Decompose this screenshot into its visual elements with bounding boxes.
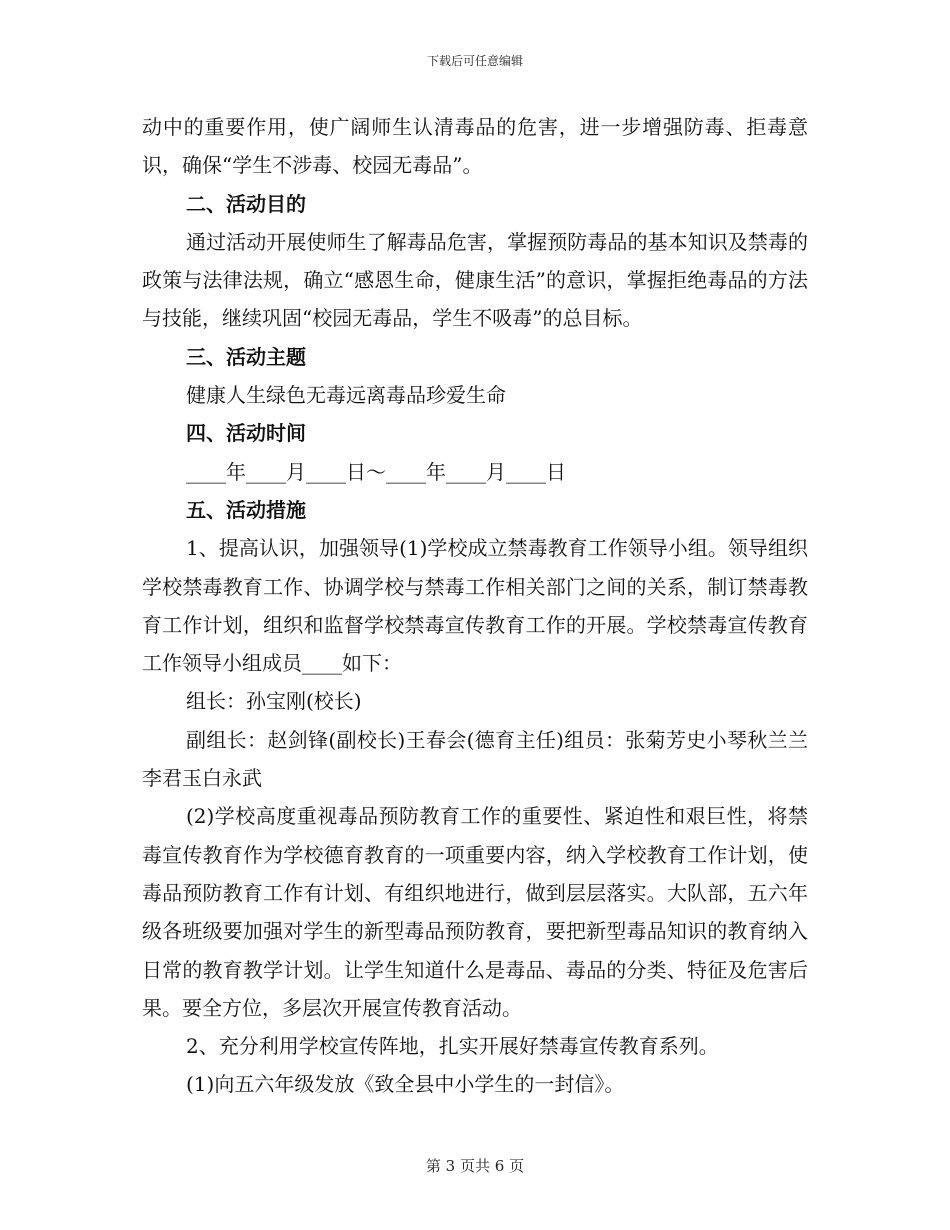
paragraph-purpose: 通过活动开展使师生了解毒品危害，掌握预防毒品的基本知识及禁毒的政策与法律法规，确立“感恩生命，健康生活”的意识，掌握拒绝毒品的方法与技能，继续巩固“校园无毒品，学生不吸毒”的总目标。 [142, 229, 808, 331]
paragraph-theme: 健康人生绿色无毒远离毒品珍爱生命 [186, 383, 506, 408]
paragraph-time: ____年____月____日～____年____月____日 [186, 459, 566, 484]
section-heading-purpose: 二、活动目的 [186, 191, 306, 216]
paragraph-measure-2-1: (1)向五六年级发放《致全县中小学生的一封信》。 [186, 1072, 625, 1097]
section-heading-time: 四、活动时间 [186, 421, 306, 446]
paragraph-leader: 组长：孙宝刚(校长) [186, 689, 362, 714]
paragraph-measure-2: 2、充分利用学校宣传阵地，扎实开展好禁毒宣传教育系列。 [186, 1034, 719, 1059]
page-header-note: 下载后可任意编辑 [426, 54, 523, 68]
paragraph-measure-1: 1、提高认识，加强领导(1)学校成立禁毒教育工作领导小组。领导组织学校禁毒教育工作、协调学校与禁毒工作相关部门之间的关系，制订禁毒教育工作计划，组织和监督学校禁毒宣传教育工作的开展。学校禁毒宣传教育工作领导小组成员____如下： [142, 536, 808, 676]
section-heading-measures: 五、活动措施 [186, 497, 306, 522]
page-footer-number: 第 3 页共 6 页 [425, 1157, 525, 1175]
document-body [142, 108, 808, 1104]
section-heading-theme: 三、活动主题 [186, 344, 306, 369]
paragraph-members: 副组长：赵剑锋(副校长)王春会(德育主任)组员：张菊芳史小琴秋兰兰李君玉白永武 [142, 727, 808, 791]
paragraph-measure-1-2: (2)学校高度重视毒品预防教育工作的重要性、紧迫性和艰巨性，将禁毒宣传教育作为学校德育教育的一项重要内容，纳入学校教育工作计划，使毒品预防教育工作有计划、有组织地进行，做到层层落实。大队部，五六年级各班级要加强对学生的新型毒品预防教育，要把新型毒品知识的教育纳入日常的教育教学计划。让学生知道什么是毒品、毒品的分类、特征及危害后果。要全方位，多层次开展宣传教育活动。 [142, 804, 808, 1020]
paragraph-continuation: 动中的重要作用，使广阔师生认清毒品的危害，进一步增强防毒、拒毒意识，确保“学生不涉毒、校园无毒品”。 [142, 115, 808, 178]
